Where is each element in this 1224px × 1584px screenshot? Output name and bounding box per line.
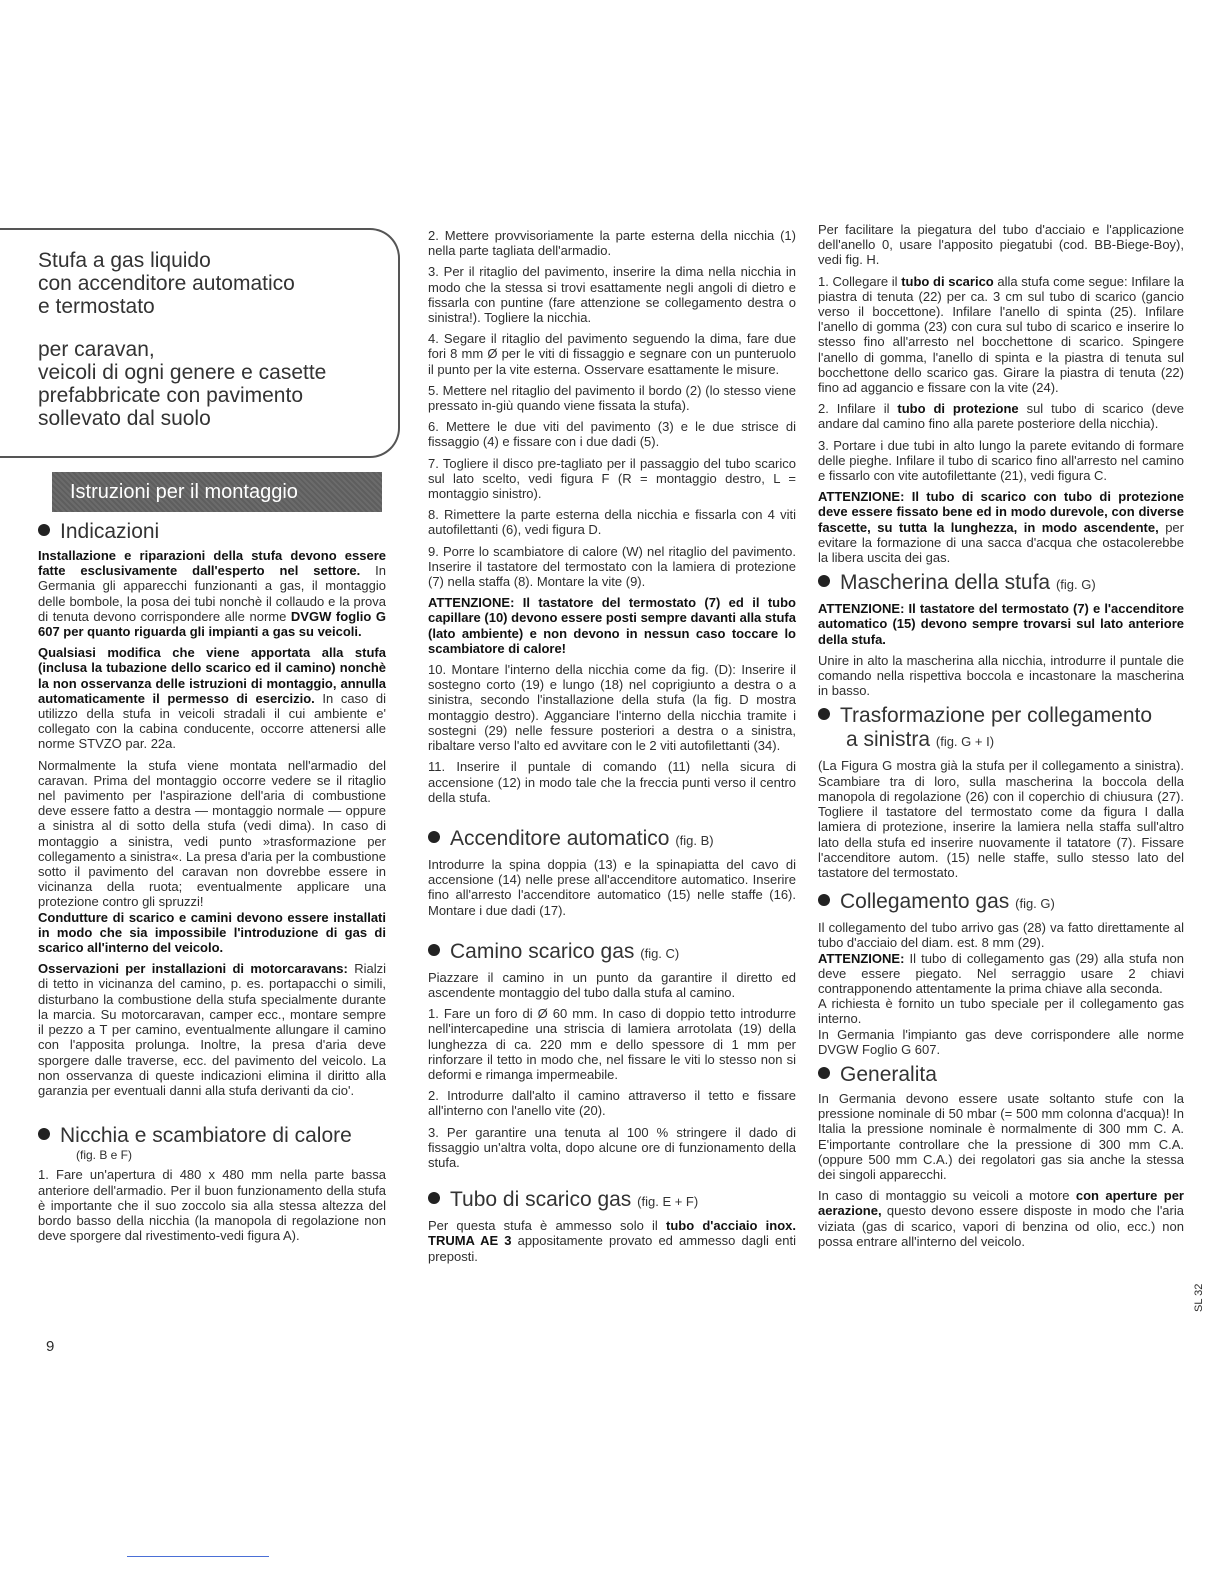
paragraph: ATTENZIONE: Il tubo di collegamento gas (29) alla stufa non deve essere piegato. Nel serraggio usare 2 chiavi contrapponendo attentamente la prima chiave alla seconda.: [818, 950, 1184, 996]
step: 2. Infilare il tubo di protezione sul tubo di scarico (deve andare dal camino fino alla parete posteriore della nicchia).: [818, 401, 1184, 432]
paragraph: (La Figura G mostra già la stufa per il collegamento a sinistra). Scambiare tra di loro, sulla mascherina la boccola della manopola di regolazione (26) con il coperchio di chiusura (27). Togliere il tastatore del termostato come da figura I dalla lamiera di protezione, inserire la lamiera nella staffa sull'altro lato della stufa ed inserire nuovamente il tatatore (7). Fissare l'accenditore autom. (15) nelle staffe, sullo stesso lato del tastatore del termostato.: [818, 758, 1184, 880]
bullet-icon: [428, 831, 440, 843]
heading-mascherina: Mascherina della stufa (fig. G): [818, 571, 1184, 597]
column-3: [818, 222, 1184, 1255]
title-part1: Stufa a gas liquido con accenditore automatico e termostato: [38, 249, 295, 318]
step: 3. Portare i due tubi in alto lungo la parete evitando di formare delle pieghe. Infilare il tubo di scarico fino all'arresto nel camino e fissarlo con vite autofilettante (21), vedi figura C.: [818, 437, 1184, 484]
heading-accenditore: Accenditore automatico (fig. B): [428, 827, 796, 853]
paragraph: Introdurre la spina doppia (13) e la spinapiatta del cavo di accensione (14) nelle prese all'accenditore automatico. Inserire fino all'arresto l'accenditore automatico (15) nelle staffe (16). Montare i due dadi (17).: [428, 856, 796, 918]
step: 1. Collegare il tubo di scarico alla stufa come segue: Infilare la piastra di tenuta (22) per ca. 3 cm sul tubo di scarico (gancio verso il boccettone). Infilare l'anello di spinta (25). Infilare l'anello di gomma (23) con cura sul tubo di scarico e inserire lo stesso fino all'arresto nel bocchettone di scarico. Spingere l'anello di gomma, l'anello di spinta e la piastra di tenuta sul bocchettone dello scarico gas. Girare la piastra di tenuta (22) fino ad aggancio e fissare con la vite (24).: [818, 273, 1184, 396]
step: 2. Introdurre dall'alto il camino attraverso il tetto e fissare all'interno con l'anello vite (20).: [428, 1088, 796, 1119]
paragraph: In caso di montaggio su veicoli a motore con aperture per aerazione, questo devono essere disposte in modo che l'aria viziata (gas di scarico, vapori di benzina od olio, ecc.) non possa entrare all'interno del veicolo.: [818, 1188, 1184, 1249]
bullet-icon: [38, 1128, 50, 1140]
heading-tubo: Tubo di scarico gas (fig. E + F): [428, 1188, 796, 1214]
step: 11. Inserire il puntale di comando (11) nella sicura di accensione (12) in modo tale che la freccia punti verso il centro della stufa.: [428, 759, 796, 805]
document-code: SL 32: [1193, 1283, 1205, 1312]
heading-collegamento: Collegamento gas (fig. G): [818, 890, 1184, 916]
paragraph: A richiesta è fornito un tubo speciale per il collegamento gas interno.: [818, 996, 1184, 1027]
document-title: [38, 249, 388, 450]
warning: ATTENZIONE: Il tastatore del termostato (7) e l'accenditore automatico (15) devono sempre trovarsi sul lato anteriore della stufa.: [818, 601, 1184, 647]
heading-nicchia: Nicchia e scambiatore di calore: [38, 1124, 386, 1148]
bullet-icon: [38, 524, 50, 536]
warning: ATTENZIONE: Il tastatore del termostato (7) ed il tubo capillare (10) devono essere posti sempre davanti alla stufa (lato ambiente) e non devono in nessun caso toccare lo scambiatore di calore!: [428, 595, 796, 656]
step: 9. Porre lo scambiatore di calore (W) nel ritaglio del pavimento. Inserire il tastatore del termostato con la lamiera di protezione (7) nella staffa (8). Montare la vite (9).: [428, 543, 796, 590]
heading-camino: Camino scarico gas (fig. C): [428, 940, 796, 966]
bullet-icon: [818, 708, 830, 720]
divider: [127, 1556, 269, 1557]
heading-nicchia-fig: (fig. B e F): [76, 1148, 133, 1163]
step: 1. Fare un foro di Ø 60 mm. In caso di doppio tetto introdurre nell'intercapedine una striscia di lamiera arrotolata (19) della lunghezza di ca. 220 mm e dello spessore di 1 mm per rinforzare il tetto in modo che, nel fissare le viti lo stesso non si deformi e rimanga impermeabile.: [428, 1006, 796, 1082]
bullet-icon: [818, 1067, 830, 1079]
paragraph: Per questa stufa è ammesso solo il tubo d'acciaio inox. TRUMA AE 3 appositamente provato ed ammesso dagli enti preposti.: [428, 1218, 797, 1264]
bullet-icon: [428, 944, 440, 956]
paragraph: Qualsiasi modifica che viene apportata alla stufa (inclusa la tubazione dello scarico ed il camino) nonchè la non osservanza delle istruzioni di montaggio, annulla automaticamente il permesso di esercizio. In caso di utilizzo della stufa in veicoli stradali il cui ambiente e' collegato con la cabina conducente, occorre attenersi alle norme STVZO par. 22a.: [38, 645, 386, 752]
section-banner: Istruzioni per il montaggio: [52, 472, 382, 512]
paragraph: Normalmente la stufa viene montata nell'armadio del caravan. Prima del montaggio occorre vedere se il ritaglio nel pavimento per l'aspirazione dell'aria di combustione deve essere fatto a destra — montaggio normale — oppure a sinistra al di sotto della stufa (vedi dima). In caso di montaggio a sinistra, vedi punto »trasformazione per collegamento a sinistra«. La presa d'aria per la combustione sotto il pavimento del caravan non dovrebbe essere in vicinanza della ruota; eventualmente applicare una protezione contro gli spruzzi!: [38, 757, 386, 910]
paragraph: Installazione e riparazioni della stufa devono essere fatte esclusivamente dall'esperto nel settore. In Germania gli apparecchi funzionanti a gas, il montaggio delle bombole, la posa dei tubi nonchè il collaudo e la prova di tenuta devono corrispondere alle norme DVGW foglio G 607 per quanto riguarda gli impianti a gas su veicoli.: [38, 548, 386, 640]
step: 2. Mettere provvisoriamente la parte esterna della nicchia (1) nella parte tagliata dell'armadio.: [428, 228, 796, 259]
step: 8. Rimettere la parte esterna della nicchia e fissarla con 4 viti autofilettanti (6), vedi figura D.: [428, 507, 796, 538]
paragraph: Piazzare il camino in un punto da garantire il diretto ed ascendente montaggio del tubo dalla stufa al camino.: [428, 969, 796, 1000]
paragraph: In Germania devono essere usate soltanto stufe con la pressione nominale di 50 mbar (= 500 mm colonna d'acqua)! In Italia la pressione nominale è normalmente di 300 mm C. A. E'importante controllare che la pressione di 300 mm C.A. (oppure 500 mm C.A.) dei regolatori gas sia anche la stessa dei singoli apparecchi.: [818, 1090, 1184, 1182]
bullet-icon: [428, 1192, 440, 1204]
page-number: 9: [46, 1338, 55, 1355]
heading-trasformazione: Trasformazione per collegamento a sinistra (fig. G + I): [818, 704, 1184, 754]
step: 3. Per garantire una tenuta al 100 % stringere il dado di fissaggio un'altra volta, dopo alcune ore di funzionamento della stufa.: [428, 1124, 796, 1170]
bullet-icon: [818, 575, 830, 587]
step: 10. Montare l'interno della nicchia come da fig. (D): Inserire il sostegno corto (19) e lungo (18) nel coprigiunto a destra o a sinistra, secondo l'installazione della stufa (la fig. D mostra montaggio destro). Agganciare l'interno della nicchia tramite i sostegni (29) nelle fessure posteriori a destra o a sinistra, ribaltare verso l'alto ed avvitare con le 2 viti autofilettanti (34).: [428, 662, 796, 754]
heading-indicazioni: Indicazioni: [38, 520, 386, 544]
step: 5. Mettere nel ritaglio del pavimento il bordo (2) (lo stesso viene pressato in-giù quando viene fissata la stufa).: [428, 382, 796, 414]
step: 6. Mettere le due viti del pavimento (3) e le due strisce di fissaggio (4) e fissare con i due dadi (5).: [428, 419, 796, 450]
paragraph: Unire in alto la mascherina alla nicchia, introdurre il puntale die comando nella rispettiva boccola e incastonare la mascherina in basso.: [818, 652, 1184, 699]
paragraph: In Germania l'impianto gas deve corrispondere alle norme DVGW Foglio G 607.: [818, 1026, 1184, 1057]
paragraph: Per facilitare la piegatura del tubo d'acciaio e l'applicazione dell'anello 0, usare l'apposito piegatubi (cod. BB-Biege-Boy), vedi fig. H.: [818, 222, 1184, 268]
paragraph-bold: Condutture di scarico e camini devono essere installati in modo che sia impossibile l'introduzione di gas di scarico all'interno del veicolo.: [38, 909, 386, 956]
step: 7. Togliere il disco pre-tagliato per il passaggio del tubo scarico sul lato scelto, vedi figura F (R = montaggio destro, L = montaggio sinistro).: [428, 455, 796, 502]
paragraph: 1. Fare un'apertura di 480 x 480 mm nella parte bassa anteriore dell'armadio. Per il buon funzionamento della stufa è importante che il suo zoccolo sia alla stessa altezza del bordo basso della nicchia (la manopola di regolazione non deve sporgere dal rivestimento-vedi figura A).: [38, 1167, 386, 1244]
paragraph: Osservazioni per installazioni di motorcaravans: Rialzi di tetto in vicinanza del camino, p. es. portapacchi o simili, disturbano la combustione della stufa specialmente durante la marcia. Su motorcaravan, camper ecc., montare sempre il pezzo a T per camino, eventualmente allungare il camino con l'apposita prolunga. Inoltre, la presa d'aria deve sporgere dalle traverse, ecc. del pavimento del veicolo. La non osservanza di queste indicazioni elimina il diritto alla garanzia per eventuali danni alla stufa derivanti da cio'.: [38, 961, 386, 1098]
paragraph: Il collegamento del tubo arrivo gas (28) va fatto direttamente al tubo d'acciaio del diam. est. 8 mm (29).: [818, 920, 1184, 951]
column-1: [38, 516, 386, 1249]
step: 3. Per il ritaglio del pavimento, inserire la dima nella nicchia in modo che la stessa si trovi esattamente negli angoli di dietro e fissarla con puntine (fare attenzione se collegamento destra o sinistra!). Togliere la nicchia.: [428, 264, 796, 326]
warning: ATTENZIONE: Il tubo di scarico con tubo di protezione deve essere fissato bene ed in modo durevole, con diverse fascette, su tutta la lunghezza, in modo ascendente, per evitare la formazione di una sacca d'acqua che ostacolerebbe la libera uscita dei gas.: [818, 489, 1184, 566]
title-part2: per caravan, veicoli di ogni genere e casette prefabbricate con pavimento sollevato dal suolo: [38, 338, 327, 430]
heading-generalita: Generalita: [818, 1063, 1184, 1087]
bullet-icon: [818, 894, 830, 906]
step: 4. Segare il ritaglio del pavimento seguendo la dima, fare due fori 8 mm Ø per le viti di fissaggio e segnare con un punteruolo il punto per la vite esterna. Osservare esattamente le misure.: [428, 331, 796, 377]
column-2: [428, 228, 796, 1270]
